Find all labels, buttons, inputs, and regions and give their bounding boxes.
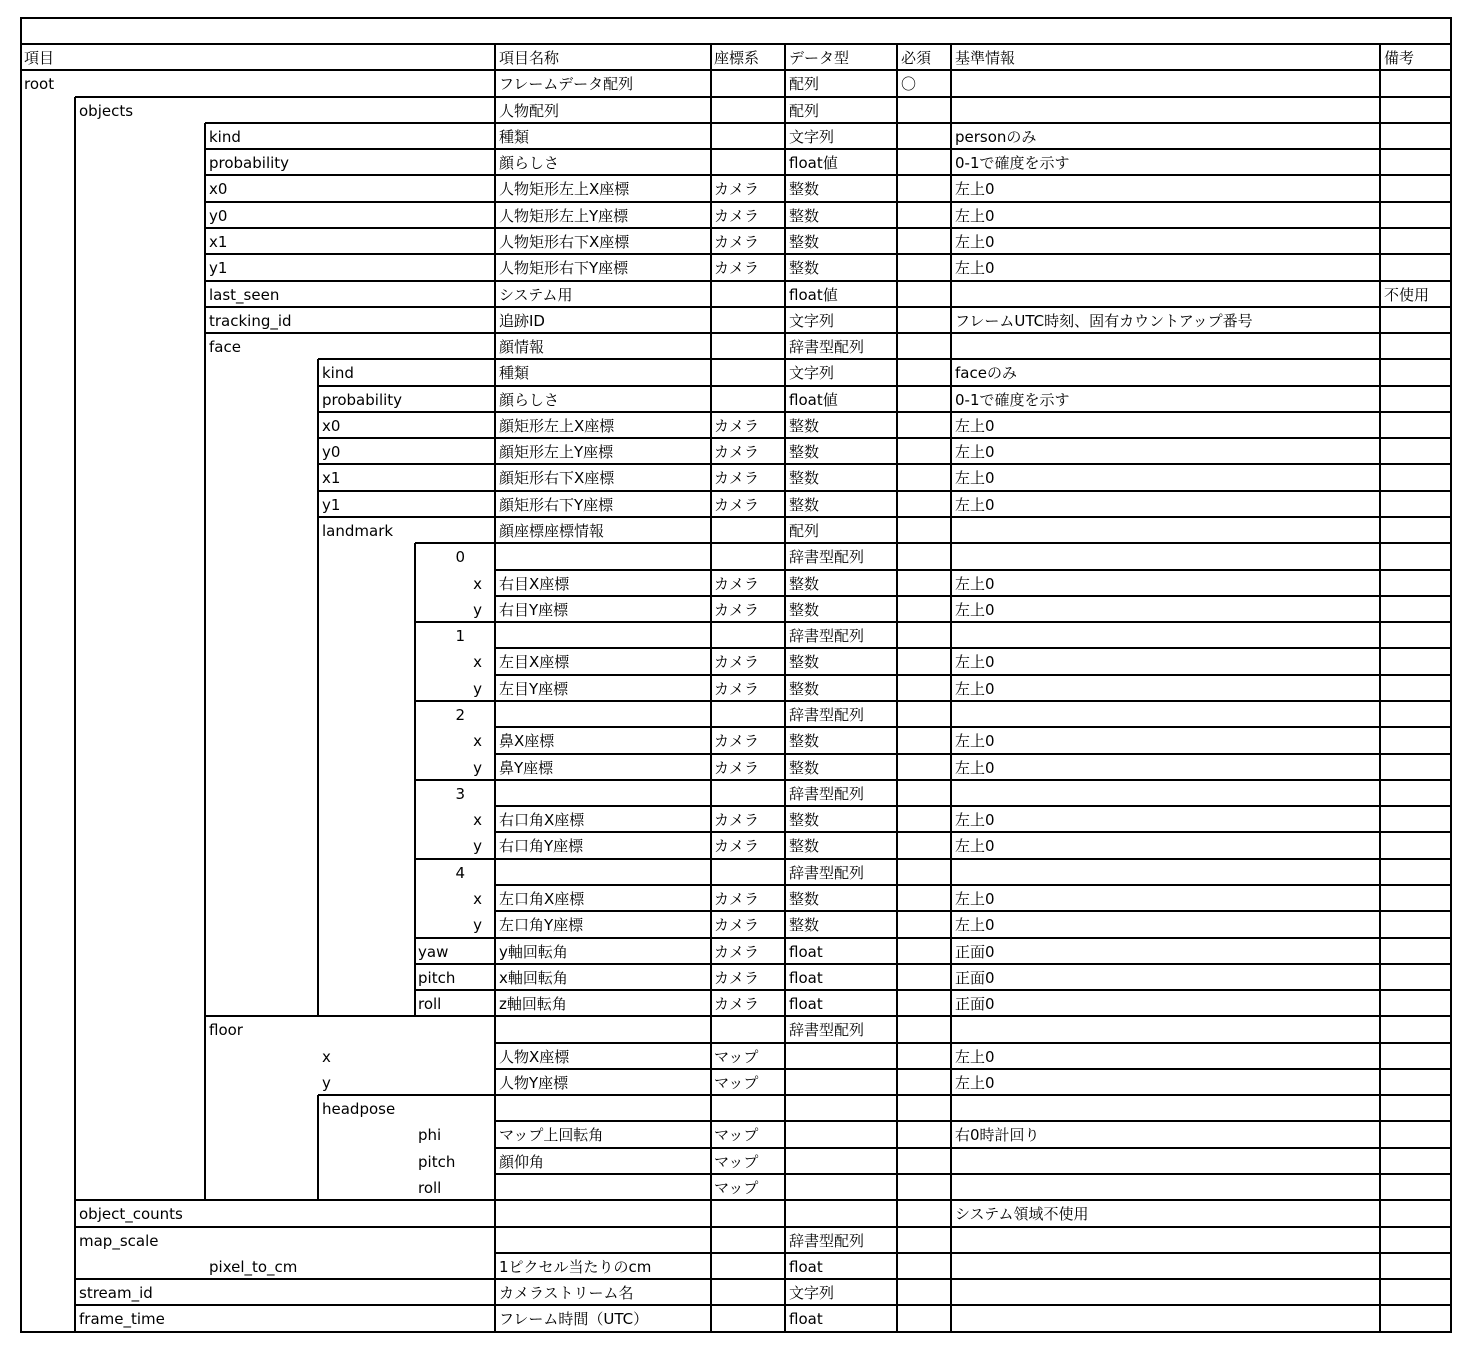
row-dtype: 整数 bbox=[789, 601, 820, 619]
row-name: マップ上回転角 bbox=[499, 1126, 604, 1144]
row-coord: マップ bbox=[714, 1179, 759, 1197]
row-key: x bbox=[473, 575, 482, 593]
header-basis: 基準情報 bbox=[955, 49, 1016, 67]
row-rule bbox=[495, 1252, 1452, 1254]
row-basis: 左上0 bbox=[955, 653, 995, 671]
row-dtype: float値 bbox=[789, 391, 838, 409]
row-basis: personのみ bbox=[955, 128, 1037, 146]
row-name: 左口角X座標 bbox=[499, 890, 585, 908]
row-rule bbox=[495, 831, 1452, 833]
row-rule bbox=[75, 1226, 1452, 1228]
row-basis: faceのみ bbox=[955, 364, 1017, 382]
row-dtype: float bbox=[789, 1258, 823, 1276]
row-coord: カメラ bbox=[714, 443, 760, 461]
row-key: 4 bbox=[455, 864, 465, 882]
row-dtype: 整数 bbox=[789, 417, 820, 435]
row-coord: カメラ bbox=[714, 207, 760, 225]
row-rule bbox=[205, 201, 1452, 203]
header-bottom-rule bbox=[20, 69, 1452, 71]
row-dtype: float値 bbox=[789, 286, 838, 304]
row-name: フレームデータ配列 bbox=[499, 75, 634, 93]
row-rule bbox=[495, 1042, 1452, 1044]
header-required: 必須 bbox=[901, 49, 932, 67]
row-dtype: 辞書型配列 bbox=[789, 785, 865, 803]
row-coord: マップ bbox=[714, 1126, 759, 1144]
header-top-rule bbox=[20, 43, 1452, 45]
row-name: 人物矩形右下Y座標 bbox=[499, 259, 629, 277]
row-dtype: 整数 bbox=[789, 653, 820, 671]
row-rule bbox=[415, 989, 1452, 991]
row-rule bbox=[495, 1120, 1452, 1122]
row-coord: カメラ bbox=[714, 837, 760, 855]
row-name: y軸回転角 bbox=[499, 943, 568, 961]
row-rule bbox=[495, 1147, 1452, 1149]
row-name: 人物X座標 bbox=[499, 1048, 570, 1066]
row-dtype: float bbox=[789, 995, 823, 1013]
row-name: 鼻X座標 bbox=[499, 732, 555, 750]
row-dtype: 整数 bbox=[789, 259, 820, 277]
row-basis: 正面0 bbox=[955, 969, 995, 987]
row-name: 左目X座標 bbox=[499, 653, 570, 671]
row-name: z軸回転角 bbox=[499, 995, 567, 1013]
row-key: last_seen bbox=[209, 286, 280, 304]
row-name: 人物矩形右下X座標 bbox=[499, 233, 630, 251]
row-key: y1 bbox=[322, 496, 341, 514]
row-key: x bbox=[322, 1048, 331, 1066]
row-dtype: float bbox=[789, 1310, 823, 1328]
row-key: landmark bbox=[322, 522, 394, 540]
row-basis: 左上0 bbox=[955, 680, 995, 698]
row-dtype: 辞書型配列 bbox=[789, 338, 865, 356]
row-key: y0 bbox=[209, 207, 228, 225]
row-dtype: 整数 bbox=[789, 575, 820, 593]
row-basis: 左上0 bbox=[955, 890, 995, 908]
row-key: objects bbox=[79, 102, 134, 120]
row-rule bbox=[75, 1304, 1452, 1306]
row-key: pixel_to_cm bbox=[209, 1258, 298, 1276]
row-dtype: 整数 bbox=[789, 233, 820, 251]
row-key: tracking_id bbox=[209, 312, 292, 330]
row-rule bbox=[318, 385, 1452, 387]
row-dtype: 辞書型配列 bbox=[789, 706, 865, 724]
row-rule bbox=[205, 332, 1452, 334]
row-key: y1 bbox=[209, 259, 228, 277]
row-coord: カメラ bbox=[714, 575, 760, 593]
row-basis: 左上0 bbox=[955, 180, 995, 198]
row-name: 人物配列 bbox=[499, 102, 560, 120]
row-key: y bbox=[473, 916, 482, 934]
row-key: 1 bbox=[455, 627, 465, 645]
row-key: y bbox=[473, 680, 482, 698]
row-name: 顔矩形左上Y座標 bbox=[499, 443, 614, 461]
row-rule bbox=[495, 595, 1452, 597]
row-rule bbox=[495, 1173, 1452, 1175]
row-rule bbox=[205, 253, 1452, 255]
row-key: 2 bbox=[455, 706, 465, 724]
row-basis: システム領域不使用 bbox=[955, 1205, 1089, 1223]
row-basis: 左上0 bbox=[955, 207, 995, 225]
row-rule bbox=[205, 1015, 1452, 1017]
row-coord: マップ bbox=[714, 1048, 759, 1066]
row-key: yaw bbox=[418, 943, 449, 961]
row-rule bbox=[205, 174, 1452, 176]
row-rule bbox=[415, 542, 1452, 544]
row-key: phi bbox=[418, 1126, 442, 1144]
row-rule bbox=[415, 621, 1452, 623]
row-basis: 0-1で確度を示す bbox=[955, 154, 1070, 172]
row-coord: カメラ bbox=[714, 259, 760, 277]
row-rule bbox=[495, 805, 1452, 807]
row-rule bbox=[318, 516, 1452, 518]
row-name: x軸回転角 bbox=[499, 969, 568, 987]
row-coord: カメラ bbox=[714, 969, 760, 987]
row-name: 顔座標座標情報 bbox=[499, 522, 605, 540]
row-name: 種類 bbox=[499, 364, 530, 382]
row-key: y bbox=[473, 759, 482, 777]
row-key: floor bbox=[209, 1021, 243, 1039]
row-key: x bbox=[473, 732, 482, 750]
row-rule bbox=[495, 753, 1452, 755]
row-key: probability bbox=[322, 391, 403, 409]
row-dtype: 辞書型配列 bbox=[789, 1232, 865, 1250]
row-key: x0 bbox=[322, 417, 341, 435]
row-dtype: float値 bbox=[789, 154, 838, 172]
row-rule bbox=[205, 280, 1452, 282]
row-rule bbox=[415, 858, 1452, 860]
row-rule bbox=[318, 358, 1452, 360]
row-coord: カメラ bbox=[714, 496, 760, 514]
row-key: object_counts bbox=[79, 1205, 183, 1223]
row-name: 右目Y座標 bbox=[499, 601, 569, 619]
row-name: システム用 bbox=[499, 286, 573, 304]
row-key: roll bbox=[418, 995, 442, 1013]
row-rule bbox=[318, 411, 1452, 413]
row-rule bbox=[205, 227, 1452, 229]
row-name: 人物Y座標 bbox=[499, 1074, 569, 1092]
header-name: 項目名称 bbox=[499, 49, 560, 67]
row-key: frame_time bbox=[79, 1310, 165, 1328]
row-dtype: 整数 bbox=[789, 811, 820, 829]
row-basis: 正面0 bbox=[955, 995, 995, 1013]
row-key: y bbox=[473, 601, 482, 619]
row-dtype: 整数 bbox=[789, 732, 820, 750]
nest-rule-headpose bbox=[317, 1095, 319, 1200]
row-basis: フレームUTC時刻、固有カウントアップ番号 bbox=[955, 312, 1253, 330]
row-key: roll bbox=[418, 1179, 442, 1197]
row-key: x bbox=[473, 890, 482, 908]
row-name: 顔仰角 bbox=[499, 1153, 545, 1171]
row-basis: 左上0 bbox=[955, 443, 995, 461]
row-rule bbox=[495, 884, 1452, 886]
row-basis: 左上0 bbox=[955, 233, 995, 251]
row-dtype: 辞書型配列 bbox=[789, 864, 865, 882]
row-dtype: 文字列 bbox=[789, 1284, 835, 1302]
row-key: y bbox=[473, 837, 482, 855]
row-name: 顔らしさ bbox=[499, 391, 560, 409]
row-key: 3 bbox=[455, 785, 465, 803]
row-name: カメラストリーム名 bbox=[499, 1284, 634, 1302]
row-coord: カメラ bbox=[714, 916, 760, 934]
nest-rule-face bbox=[317, 359, 319, 1016]
row-key: x bbox=[473, 811, 482, 829]
row-name: 人物矩形左上Y座標 bbox=[499, 207, 629, 225]
row-rule bbox=[495, 726, 1452, 728]
row-dtype: 辞書型配列 bbox=[789, 548, 865, 566]
row-rule bbox=[318, 490, 1452, 492]
row-rule bbox=[415, 963, 1452, 965]
row-key: kind bbox=[209, 128, 241, 146]
row-basis: 左上0 bbox=[955, 732, 995, 750]
row-name: 左目Y座標 bbox=[499, 680, 569, 698]
row-key: kind bbox=[322, 364, 354, 382]
header-item: 項目 bbox=[24, 49, 55, 67]
row-name: 左口角Y座標 bbox=[499, 916, 584, 934]
row-rule bbox=[415, 779, 1452, 781]
row-coord: マップ bbox=[714, 1074, 759, 1092]
nest-rule-landmark bbox=[414, 543, 416, 1016]
row-basis: 左上0 bbox=[955, 417, 995, 435]
row-dtype: 整数 bbox=[789, 837, 820, 855]
row-rule bbox=[495, 674, 1452, 676]
row-name: 右口角Y座標 bbox=[499, 837, 584, 855]
row-name: 顔らしさ bbox=[499, 154, 560, 172]
row-key: pitch bbox=[418, 969, 456, 987]
row-dtype: 整数 bbox=[789, 680, 820, 698]
row-basis: 左上0 bbox=[955, 496, 995, 514]
row-remarks: 不使用 bbox=[1384, 286, 1430, 304]
row-coord: マップ bbox=[714, 1153, 759, 1171]
row-rule bbox=[318, 1094, 1452, 1096]
row-name: 右目X座標 bbox=[499, 575, 570, 593]
row-rule bbox=[415, 937, 1452, 939]
row-dtype: 整数 bbox=[789, 207, 820, 225]
row-dtype: 配列 bbox=[789, 75, 820, 93]
row-rule bbox=[75, 1199, 1452, 1201]
row-rule bbox=[318, 463, 1452, 465]
row-dtype: 整数 bbox=[789, 443, 820, 461]
row-name: フレーム時間（UTC） bbox=[499, 1310, 649, 1328]
row-rule bbox=[205, 306, 1452, 308]
row-coord: カメラ bbox=[714, 601, 760, 619]
row-coord: カメラ bbox=[714, 811, 760, 829]
row-dtype: float bbox=[789, 969, 823, 987]
row-rule bbox=[495, 1068, 1452, 1070]
row-key: probability bbox=[209, 154, 290, 172]
row-name: 顔矩形右下X座標 bbox=[499, 469, 615, 487]
row-coord: カメラ bbox=[714, 653, 760, 671]
row-name: 鼻Y座標 bbox=[499, 759, 554, 777]
row-coord: カメラ bbox=[714, 233, 760, 251]
row-name: 追跡ID bbox=[499, 312, 545, 330]
row-dtype: 整数 bbox=[789, 916, 820, 934]
row-basis: 左上0 bbox=[955, 1074, 995, 1092]
row-dtype: 文字列 bbox=[789, 312, 835, 330]
row-basis: 正面0 bbox=[955, 943, 995, 961]
row-dtype: 整数 bbox=[789, 890, 820, 908]
row-key: 0 bbox=[455, 548, 465, 566]
row-rule bbox=[318, 437, 1452, 439]
row-name: 人物矩形左上X座標 bbox=[499, 180, 630, 198]
row-key: stream_id bbox=[79, 1284, 153, 1302]
row-key: root bbox=[24, 75, 55, 93]
column-rule bbox=[1379, 44, 1381, 1333]
row-basis: 0-1で確度を示す bbox=[955, 391, 1070, 409]
row-key: x1 bbox=[322, 469, 341, 487]
row-rule bbox=[205, 148, 1452, 150]
row-coord: カメラ bbox=[714, 417, 760, 435]
row-name: 種類 bbox=[499, 128, 530, 146]
row-basis: 左上0 bbox=[955, 1048, 995, 1066]
row-rule bbox=[415, 700, 1452, 702]
row-rule bbox=[75, 96, 1452, 98]
row-key: x bbox=[473, 653, 482, 671]
row-name: 右口角X座標 bbox=[499, 811, 585, 829]
header-remarks: 備考 bbox=[1384, 49, 1415, 67]
row-key: x0 bbox=[209, 180, 228, 198]
column-rule bbox=[896, 44, 898, 1333]
row-key: y0 bbox=[322, 443, 341, 461]
row-basis: 左上0 bbox=[955, 469, 995, 487]
row-dtype: 整数 bbox=[789, 180, 820, 198]
row-coord: カメラ bbox=[714, 943, 760, 961]
row-coord: カメラ bbox=[714, 890, 760, 908]
row-coord: カメラ bbox=[714, 995, 760, 1013]
row-dtype: 文字列 bbox=[789, 364, 835, 382]
row-basis: 右0時計回り bbox=[955, 1126, 1040, 1144]
row-basis: 左上0 bbox=[955, 259, 995, 277]
row-rule bbox=[495, 569, 1452, 571]
row-coord: カメラ bbox=[714, 180, 760, 198]
row-key: y bbox=[322, 1074, 331, 1092]
row-rule bbox=[495, 647, 1452, 649]
header-coord: 座標系 bbox=[714, 49, 760, 67]
row-required: 〇 bbox=[901, 75, 917, 93]
row-key: x1 bbox=[209, 233, 228, 251]
column-rule bbox=[784, 44, 786, 1333]
row-dtype: 配列 bbox=[789, 102, 820, 120]
row-coord: カメラ bbox=[714, 469, 760, 487]
row-rule bbox=[75, 1278, 1452, 1280]
nest-rule-objects bbox=[74, 97, 76, 1333]
row-dtype: 整数 bbox=[789, 759, 820, 777]
row-name: 顔矩形左上X座標 bbox=[499, 417, 615, 435]
row-rule bbox=[205, 122, 1452, 124]
row-basis: 左上0 bbox=[955, 601, 995, 619]
row-name: 顔矩形右下Y座標 bbox=[499, 496, 614, 514]
row-key: pitch bbox=[418, 1153, 456, 1171]
row-name: 1ピクセル当たりのcm bbox=[499, 1258, 652, 1276]
column-rule bbox=[950, 44, 952, 1333]
row-key: headpose bbox=[322, 1100, 396, 1118]
column-rule bbox=[710, 44, 712, 1333]
row-dtype: 整数 bbox=[789, 469, 820, 487]
row-coord: カメラ bbox=[714, 732, 760, 750]
row-rule bbox=[495, 910, 1452, 912]
row-key: face bbox=[209, 338, 241, 356]
row-dtype: 配列 bbox=[789, 522, 820, 540]
row-coord: カメラ bbox=[714, 759, 760, 777]
row-dtype: 文字列 bbox=[789, 128, 835, 146]
row-key: map_scale bbox=[79, 1232, 159, 1250]
column-rule bbox=[494, 44, 496, 1333]
row-dtype: 整数 bbox=[789, 496, 820, 514]
row-dtype: float bbox=[789, 943, 823, 961]
header-dtype: データ型 bbox=[789, 49, 850, 67]
row-dtype: 辞書型配列 bbox=[789, 627, 865, 645]
row-basis: 左上0 bbox=[955, 575, 995, 593]
row-basis: 左上0 bbox=[955, 811, 995, 829]
row-basis: 左上0 bbox=[955, 759, 995, 777]
row-dtype: 辞書型配列 bbox=[789, 1021, 865, 1039]
row-name: 顔情報 bbox=[499, 338, 545, 356]
row-basis: 左上0 bbox=[955, 916, 995, 934]
row-coord: カメラ bbox=[714, 680, 760, 698]
row-basis: 左上0 bbox=[955, 837, 995, 855]
nest-rule-object-fields bbox=[204, 123, 206, 1200]
